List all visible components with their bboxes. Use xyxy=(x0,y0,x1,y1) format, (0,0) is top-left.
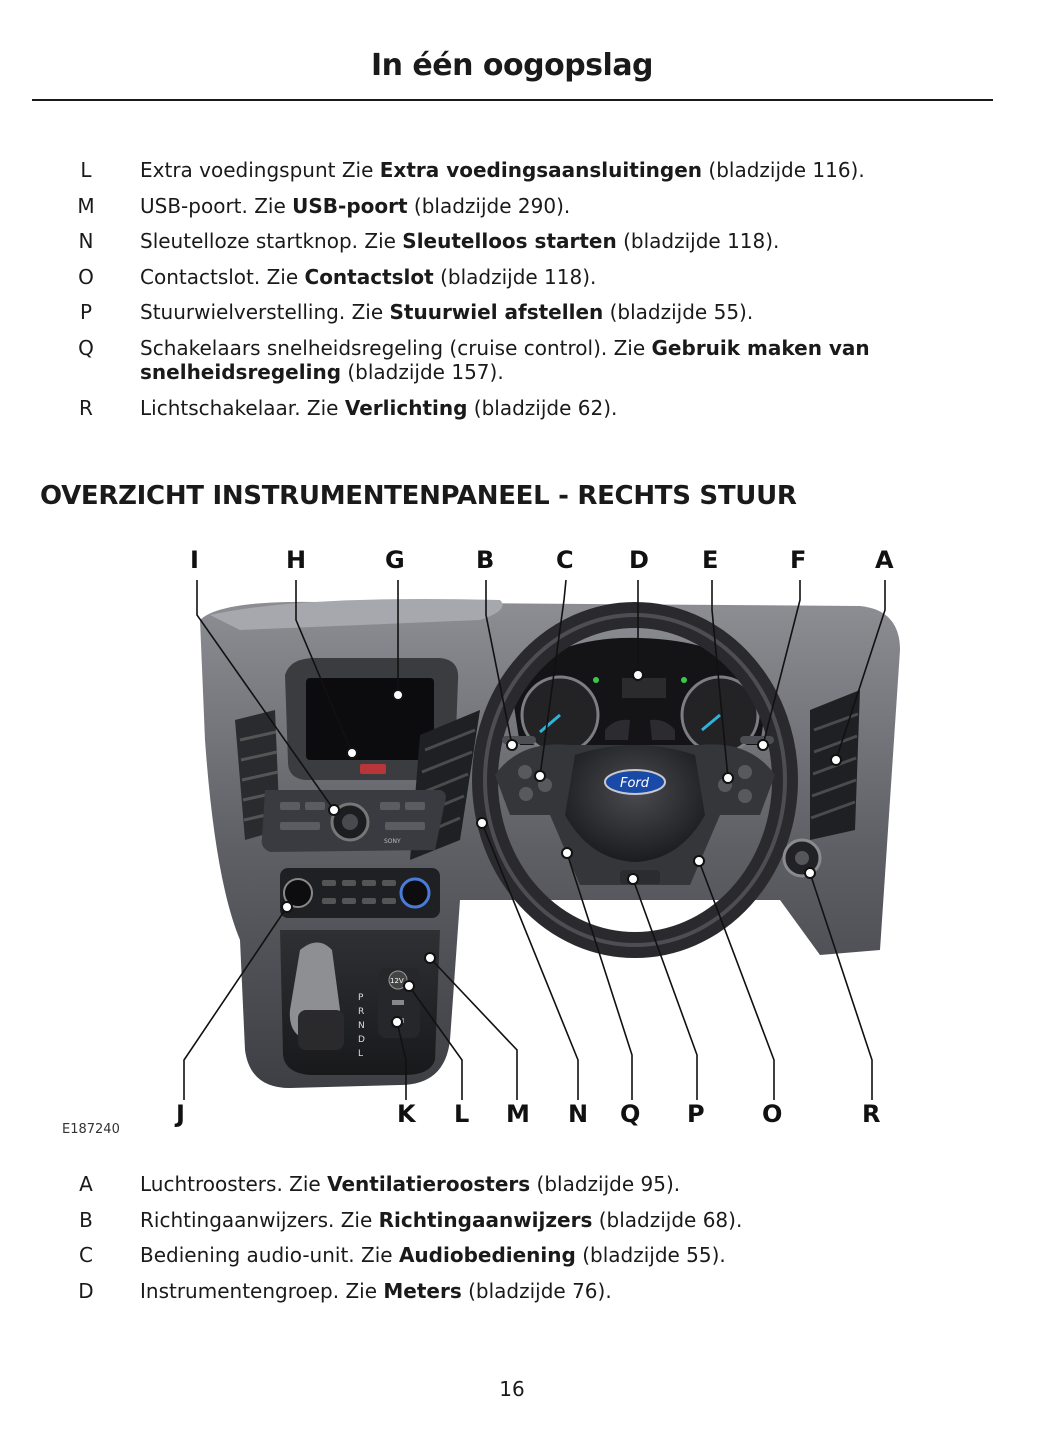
column-adjust-lever xyxy=(620,870,660,884)
callout-label-i: I xyxy=(190,546,199,574)
callout-label-b: B xyxy=(476,546,495,574)
callout-label-q: Q xyxy=(620,1100,641,1128)
callout-label-c: C xyxy=(556,546,574,574)
item-text: Extra voedingspunt Zie Extra voedingsaansluitingen (bladzijde 116). xyxy=(140,158,865,182)
item-letter: L xyxy=(80,158,92,182)
gear-letter-d: D xyxy=(358,1035,365,1045)
gear-boot xyxy=(298,1010,344,1050)
callout-label-l: L xyxy=(454,1100,470,1128)
item-text: Luchtroosters. Zie Ventilatieroosters (bladzijde 95). xyxy=(140,1172,681,1196)
item-reference: Extra voedingsaansluitingen xyxy=(379,158,703,182)
item-reference: Contactslot xyxy=(304,265,434,289)
item-reference: Sleutelloos starten xyxy=(402,229,617,253)
gear-letter-p: P xyxy=(358,993,364,1003)
item-letter: P xyxy=(79,300,93,324)
gear-letter-l: L xyxy=(358,1049,364,1059)
usb-port xyxy=(392,1000,404,1005)
item-letter: N xyxy=(78,229,94,253)
item-text: Instrumentengroep. Zie Meters (bladzijde 76). xyxy=(140,1279,612,1303)
header-divider xyxy=(32,99,993,101)
hazard-button xyxy=(360,764,386,774)
item-reference: Stuurwiel afstellen xyxy=(389,300,604,324)
right-indicator-light xyxy=(681,677,687,683)
item-text: Lichtschakelaar. Zie Verlichting (bladzijde 62). xyxy=(140,396,618,420)
item-reference: Verlichting xyxy=(344,396,468,420)
item-reference: Ventilatieroosters xyxy=(327,1172,531,1196)
item-reference: Audiobediening xyxy=(398,1243,576,1267)
callout-label-p: P xyxy=(687,1100,705,1128)
dashboard-figure xyxy=(40,540,1000,1140)
bottom-callout-labels xyxy=(174,1100,880,1128)
item-text: Contactslot. Zie Contactslot (bladzijde 118). xyxy=(140,265,597,289)
item-letter: R xyxy=(79,396,93,420)
page-title: In één oogopslag xyxy=(370,48,654,83)
item-text: Richtingaanwijzers. Zie Richtingaanwijzers (bladzijde 68). xyxy=(140,1208,743,1232)
item-letter: A xyxy=(79,1172,93,1196)
gear-letter-n: N xyxy=(358,1021,365,1031)
light-switch-centre xyxy=(795,851,809,865)
top-callout-labels xyxy=(190,546,894,574)
item-letter: D xyxy=(78,1279,94,1303)
item-text: Bediening audio-unit. Zie Audiobediening (bladzijde 55). xyxy=(140,1243,726,1267)
sony-brand: SONY xyxy=(384,838,401,845)
callout-label-e: E xyxy=(702,546,719,574)
figure-code: E187240 xyxy=(62,1122,120,1137)
callout-label-d: D xyxy=(629,546,649,574)
ford-logo-text: Ford xyxy=(620,776,650,791)
item-text: USB-poort. Zie USB-poort (bladzijde 290). xyxy=(140,194,571,218)
item-text: Stuurwielverstelling. Zie Stuurwiel afstellen (bladzijde 55). xyxy=(140,300,754,324)
page-number: 16 xyxy=(499,1377,525,1401)
item-letter: O xyxy=(78,265,94,289)
item-letter: Q xyxy=(78,336,94,360)
item-reference: Richtingaanwijzers xyxy=(378,1208,593,1232)
item-reference: Meters xyxy=(383,1279,462,1303)
item-letter: C xyxy=(79,1243,93,1267)
gear-letter-r: R xyxy=(358,1007,365,1017)
callout-label-f: F xyxy=(790,546,807,574)
audio-knob-centre xyxy=(342,814,358,830)
item-letter: M xyxy=(77,194,95,218)
power-socket-label: 12V xyxy=(390,977,404,985)
callout-label-j: J xyxy=(176,1100,185,1128)
wiper-stalk xyxy=(740,736,774,744)
callout-label-m: M xyxy=(506,1100,530,1128)
section-heading: OVERZICHT INSTRUMENTENPANEEL - RECHTS STUUR xyxy=(40,481,797,511)
callout-label-a: A xyxy=(875,546,894,574)
item-letter: B xyxy=(79,1208,93,1232)
item-text: Sleutelloze startknop. Zie Sleutelloos starten (bladzijde 118). xyxy=(140,229,780,253)
item-reference: USB-poort xyxy=(292,194,408,218)
callout-label-h: H xyxy=(286,546,307,574)
dashboard-illustration xyxy=(40,540,1000,1140)
callout-label-r: R xyxy=(862,1100,881,1128)
callout-label-g: G xyxy=(385,546,405,574)
cluster-display xyxy=(622,678,666,698)
right-climate-knob xyxy=(401,879,429,907)
callout-label-o: O xyxy=(762,1100,783,1128)
item-reference: Gebruik maken van snelheidsregeling xyxy=(140,336,870,384)
callout-label-k: K xyxy=(397,1100,416,1128)
item-text: Schakelaars snelheidsregeling (cruise control). Zie Gebruik maken van snelheidsregeling (bladzijde 157). xyxy=(140,336,870,384)
left-indicator-light xyxy=(593,677,599,683)
callout-label-n: N xyxy=(568,1100,589,1128)
